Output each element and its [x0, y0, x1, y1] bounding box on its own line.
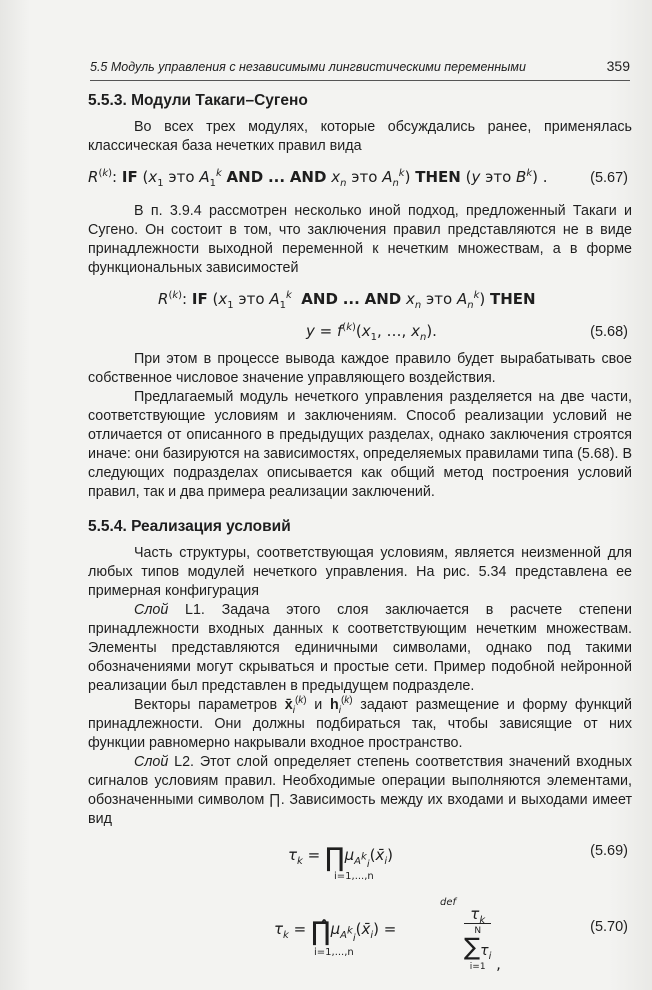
paragraph: Часть структуры, соответствующая условиям, является неизменной для любых типов модулей нечеткого управления. На рис. 5.34 представлена ее примерная конфигурация: [88, 545, 632, 599]
formula-5-67: [88, 156, 632, 196]
paragraph: Векторы параметров $x̄_i^{(k)}$ и $h_i^{(k)}$ задают размещение и форму функций принадлежности. Они должны подбираться так, чтобы зависящие от них функции равномерно накрывали входное пространство.: [88, 695, 632, 751]
page-content: [88, 92, 632, 985]
equation-number: (5.70): [590, 919, 628, 935]
paragraph: Слой L1. Задача этого слоя заключается в расчете степени принадлежности входных данных к соответствующим нечетким множествам. Элементы представляются единичными символами, однако под такими обозначениями могут скрываться и простые сети. Пример подобной нейронной реализации был представлен в предыдущем подразделе.: [88, 602, 632, 694]
page-number: 359: [606, 58, 630, 74]
formula-5-69: [88, 829, 632, 889]
formula-expression: $y = f^{(k)}(x_1$, …, $x_n$).: [306, 322, 437, 343]
formula-5-70: [88, 889, 632, 985]
paragraph: Предлагаемый модуль нечеткого управления разделяется на две части, соответствующие условиям и заключениям. Способ реализации условий не отличается от описанного в предыдущих разделах, однако заключения строятся иначе: они базируются на зависимостях, определяемых правилами типа (5.68). В следующих подразделах описывается как общий метод построения условий правил, так и два примера реализации заключений.: [88, 389, 632, 500]
running-header: [90, 58, 630, 81]
formula-expression: $R^{(k)}$: IF ($x_1$ это $A_1^k$ AND ... AND $x_n$ это $A_n^k$) THEN (y это $B^k$) .: [88, 168, 548, 189]
formula-expression: $R^{(k)}$: IF ($x_1$ это $A_1^k$ AND ... AND $x_n$ это $A_n^k$) THEN: [158, 290, 536, 311]
section-heading-553: 5.5.3. Модули Такаги–Сугено: [88, 92, 308, 109]
paragraph: При этом в процессе вывода каждое правило будет вырабатывать свое собственное числовое значение управляющего воздействия.: [88, 351, 632, 386]
equation-number: (5.68): [590, 324, 628, 340]
formula-expression: $\tau_k$ = $\prod\mu_{A^k_i}(x̄_i)$: [288, 843, 393, 873]
equation-number: (5.67): [590, 170, 628, 186]
paragraph: Слой L2. Этот слой определяет степень соответствия значений входных сигналов условиям правил. Необходимые операции выполняются элементами, обозначенными символом ∏. Зависимость между их входами и выходами имеет вид: [88, 754, 632, 827]
product-index-range: i=1,...,n: [314, 947, 354, 958]
formula-expression: $\tau_k$ = $\prod̂\mu_{A^k_i}(x̄_i)$ =: [274, 917, 397, 947]
paragraph: Во всех трех модулях, которые обсуждались ранее, применялась классическая база нечетких правил вида: [88, 119, 632, 154]
section-heading-554: 5.5.4. Реализация условий: [88, 518, 291, 535]
paragraph: В п. 3.9.4 рассмотрен несколько иной подход, предложенный Такаги и Сугено. Он состоит в том, что заключения правил представляются не в виде принадлежности выходной переменной к нечетким множествам, а в форме функциональных зависимостей: [88, 203, 632, 276]
product-index-range: i=1,...,n: [334, 871, 374, 882]
fraction: $\tau_k$ N $\sum\tau_i$ i=1 ,: [464, 905, 501, 973]
running-title: 5.5 Модуль управления с независимыми лингвистическими переменными: [90, 60, 526, 74]
def-label: def: [440, 897, 457, 908]
formula-5-68: [88, 278, 632, 346]
equation-number: (5.69): [590, 843, 628, 859]
